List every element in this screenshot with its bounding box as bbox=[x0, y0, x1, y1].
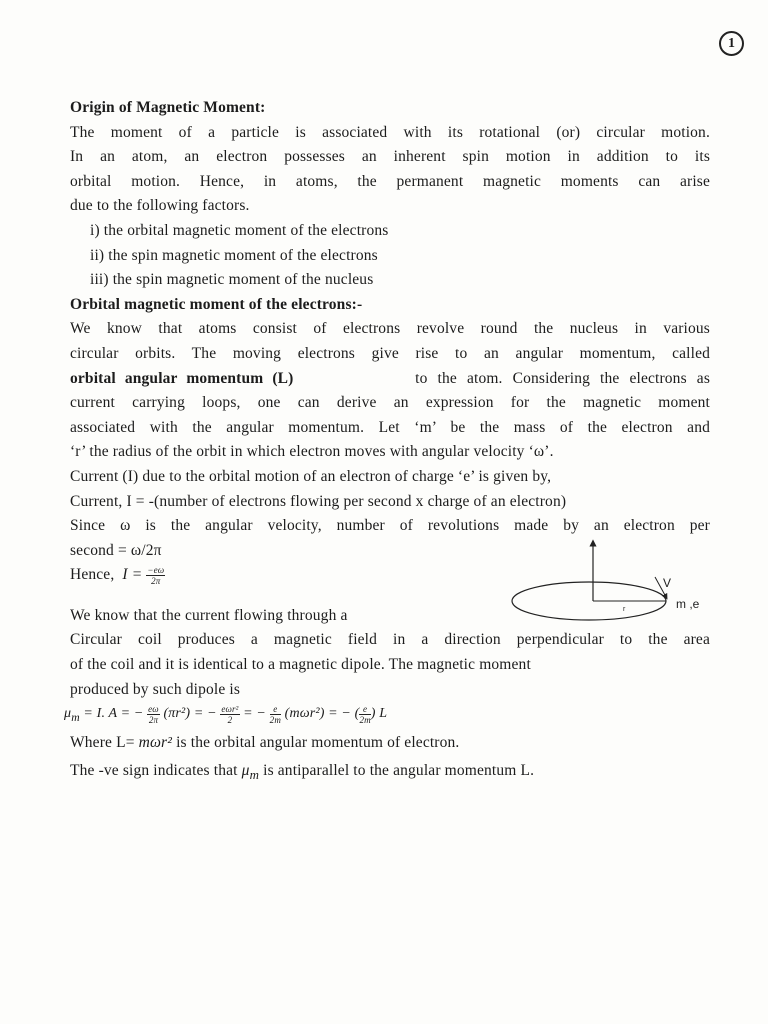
dipole-line: Circular coil produces a magnetic field in a direction perpendicular to the area bbox=[70, 631, 710, 649]
fraction-denominator: 2π bbox=[151, 576, 161, 587]
formula-part: (πr²) = − bbox=[163, 706, 217, 722]
orbit-diagram bbox=[505, 537, 725, 637]
intro-line: The moment of a particle is associated with its rotational (or) circular motion. bbox=[70, 123, 710, 141]
hence-label: Hence, bbox=[70, 566, 115, 584]
section-heading: Orbital magnetic moment of the electrons:- bbox=[70, 295, 363, 313]
factor-item: iii) the spin magnetic moment of the nucleus bbox=[90, 271, 374, 289]
fraction-denominator: 2m bbox=[359, 714, 371, 725]
section-line: Current, I = -(number of electrons flowing per second x charge of an electron) bbox=[70, 492, 567, 510]
formula-fraction bbox=[359, 704, 370, 725]
formula-fraction bbox=[270, 704, 281, 725]
magnetic-moment-formula bbox=[64, 702, 710, 730]
fraction-denominator: 2π bbox=[148, 714, 159, 725]
mu-symbol: μ bbox=[241, 762, 250, 780]
dipole-line: produced by such dipole is bbox=[70, 680, 241, 698]
sign-line bbox=[70, 759, 710, 788]
where-post: is the orbital angular momentum of electron. bbox=[176, 733, 460, 751]
term-bold: orbital angular momentum (L) bbox=[70, 369, 294, 387]
mu-subscript: m bbox=[249, 767, 260, 783]
mass-charge-label: m ,e bbox=[676, 597, 700, 611]
fraction-numerator: e bbox=[270, 704, 281, 715]
section-line: circular orbits. The moving electrons give rise to an angular momentum, called bbox=[70, 344, 710, 362]
fraction-denominator: 2m bbox=[269, 714, 281, 725]
formula-part: (mωr²) = − ( bbox=[284, 706, 360, 722]
fraction-numerator: eω bbox=[148, 703, 159, 714]
factor-item: ii) the spin magnetic moment of the electrons bbox=[90, 246, 378, 264]
intro-line: due to the following factors. bbox=[70, 197, 250, 215]
document-body bbox=[64, 96, 710, 788]
fraction-numerator: −eω bbox=[147, 565, 165, 576]
section-line: second = ω/2π bbox=[70, 541, 162, 559]
current-fraction bbox=[146, 565, 165, 586]
formula-part: = I. A = − bbox=[83, 706, 144, 722]
fraction-numerator: e bbox=[359, 704, 370, 715]
section-line: Current (I) due to the orbital motion of an electron of charge ‘e’ is given by, bbox=[70, 467, 552, 485]
sign-post: is antiparallel to the angular momentum L. bbox=[263, 762, 535, 780]
fraction-denominator: 2 bbox=[227, 714, 233, 725]
section-line-rest: to the atom. Considering the electrons as bbox=[415, 369, 710, 387]
page-number: 1 bbox=[719, 31, 744, 56]
mu-subscript: m bbox=[71, 711, 80, 725]
radius-label: r bbox=[623, 606, 626, 613]
section-line: ‘r’ the radius of the orbit in which electron moves with angular velocity ‘ω’. bbox=[70, 443, 554, 461]
velocity-label: V bbox=[663, 576, 672, 590]
mu-symbol: μ bbox=[64, 706, 72, 722]
where-expr: mωr² bbox=[138, 733, 173, 751]
where-pre: Where L= bbox=[70, 733, 135, 751]
document-title: Origin of Magnetic Moment: bbox=[70, 99, 266, 116]
formula-fraction bbox=[220, 704, 239, 725]
factor-item: i) the orbital magnetic moment of the electrons bbox=[90, 221, 389, 239]
dipole-line: of the coil and it is identical to a magnetic dipole. The magnetic moment bbox=[70, 656, 531, 674]
formula-part: ) L bbox=[370, 706, 388, 722]
formula-part: = − bbox=[243, 706, 267, 722]
section-line: Since ω is the angular velocity, number of revolutions made by an electron per bbox=[70, 517, 710, 535]
section-line: We know that atoms consist of electrons revolve round the nucleus in various bbox=[70, 320, 710, 338]
dipole-line: We know that the current flowing through a bbox=[70, 606, 348, 624]
section-line: current carrying loops, one can derive an expression for the magnetic moment bbox=[70, 394, 710, 412]
fraction-numerator: eωr² bbox=[221, 703, 239, 714]
sign-pre: The -ve sign indicates that bbox=[70, 762, 238, 780]
current-lhs: I = bbox=[122, 566, 143, 584]
formula-fraction bbox=[147, 704, 160, 725]
where-line bbox=[70, 731, 710, 756]
intro-line: In an atom, an electron possesses an inherent spin motion in addition to its bbox=[70, 148, 710, 166]
section-line bbox=[70, 367, 710, 392]
intro-line: orbital motion. Hence, in atoms, the permanent magnetic moments can arise bbox=[70, 172, 710, 190]
section-line: associated with the angular momentum. Let ‘m’ be the mass of the electron and bbox=[70, 418, 710, 436]
